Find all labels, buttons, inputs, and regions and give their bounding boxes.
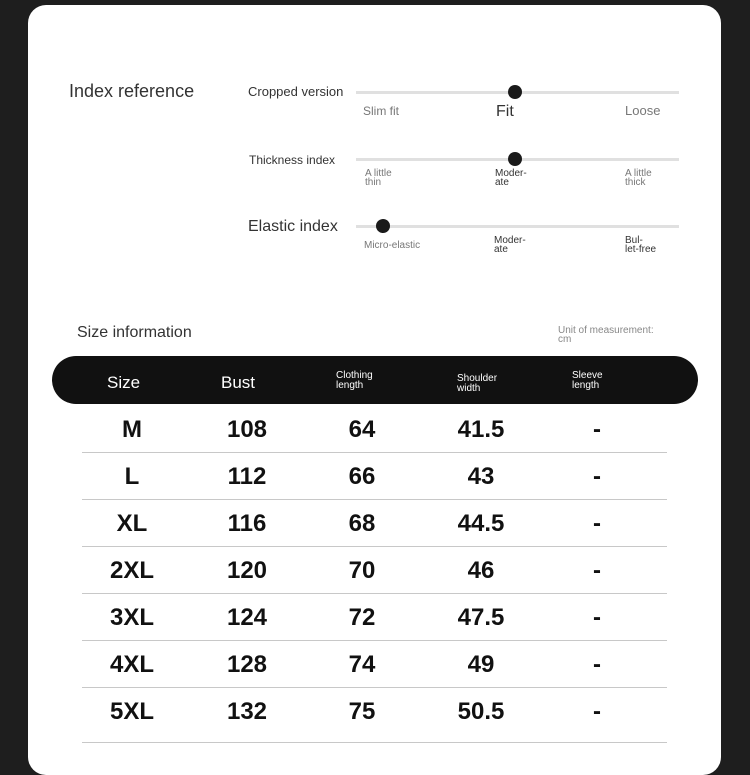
size-information-title: Size information	[77, 324, 192, 341]
header-bust: Bust	[221, 373, 256, 392]
table-row	[82, 500, 667, 547]
cell-bust: 120	[226, 557, 268, 584]
cell-clothing-length: 70	[348, 557, 376, 584]
option-bullet-free: Bul- let-free	[625, 235, 657, 255]
unit-of-measurement: Unit of measurement: cm	[558, 325, 654, 345]
cell-size: 5XL	[109, 698, 154, 725]
option-slim-fit: Slim fit	[363, 104, 399, 118]
cell-sleeve-length: -	[593, 698, 601, 725]
cell-size: XL	[116, 510, 148, 537]
header-clothing-length: Clothing length	[336, 370, 373, 391]
table-row	[82, 406, 667, 453]
cell-bust: 132	[226, 698, 268, 725]
cropped-version-indicator	[508, 85, 522, 99]
cell-clothing-length: 74	[348, 651, 376, 678]
option-a-little-thick: A little thick	[625, 168, 652, 188]
thickness-index-label: Thickness index	[249, 153, 336, 167]
cell-sleeve-length: -	[593, 510, 601, 537]
header-shoulder-width: Shoulder width	[457, 373, 498, 394]
cell-clothing-length: 72	[348, 604, 376, 631]
option-micro-elastic: Micro-elastic	[364, 240, 421, 251]
thickness-index-indicator	[508, 152, 522, 166]
cell-size: 2XL	[109, 557, 154, 584]
elastic-index-track	[356, 225, 679, 228]
cell-bust: 108	[226, 416, 268, 443]
cell-shoulder-width: 50.5	[457, 698, 505, 725]
option-moderate-elastic: Moder- ate	[494, 235, 526, 255]
elastic-index-indicator	[376, 219, 390, 233]
cell-bust: 116	[227, 510, 267, 537]
cell-size: M	[122, 416, 142, 443]
cell-sleeve-length: -	[593, 463, 601, 490]
cell-bust: 128	[226, 651, 268, 678]
cell-shoulder-width: 44.5	[457, 510, 505, 537]
cell-sleeve-length: -	[593, 604, 601, 631]
table-row	[82, 547, 667, 594]
header-size: Size	[107, 373, 141, 392]
table-row	[82, 641, 667, 688]
table-row	[82, 594, 667, 641]
cell-clothing-length: 66	[348, 463, 376, 490]
cell-size: L	[124, 463, 140, 490]
option-loose: Loose	[625, 103, 661, 118]
cropped-version-label: Cropped version	[248, 84, 344, 99]
option-a-little-thin: A little thin	[365, 168, 392, 188]
table-row	[82, 453, 667, 500]
cell-shoulder-width: 43	[467, 463, 495, 490]
cell-shoulder-width: 41.5	[457, 416, 505, 443]
index-reference-title: Index reference	[69, 81, 195, 101]
cell-bust: 124	[226, 604, 268, 631]
cell-shoulder-width: 49	[467, 651, 495, 678]
cell-clothing-length: 68	[348, 510, 376, 537]
cell-sleeve-length: -	[593, 416, 601, 443]
row-divider	[82, 742, 667, 743]
size-chart-card	[28, 5, 721, 775]
cell-sleeve-length: -	[593, 557, 601, 584]
cell-bust: 112	[227, 463, 267, 490]
table-header	[52, 356, 698, 404]
elastic-index-label: Elastic index	[248, 218, 338, 235]
option-fit: Fit	[496, 103, 514, 120]
cell-clothing-length: 75	[348, 698, 376, 725]
cell-shoulder-width: 47.5	[457, 604, 505, 631]
cell-shoulder-width: 46	[467, 557, 495, 584]
table-row	[82, 688, 667, 743]
header-sleeve-length: Sleeve length	[572, 370, 603, 391]
cell-size: 3XL	[109, 604, 154, 631]
cell-size: 4XL	[109, 651, 154, 678]
cell-clothing-length: 64	[348, 416, 376, 443]
cell-sleeve-length: -	[593, 651, 601, 678]
option-moderate: Moder- ate	[495, 168, 527, 188]
